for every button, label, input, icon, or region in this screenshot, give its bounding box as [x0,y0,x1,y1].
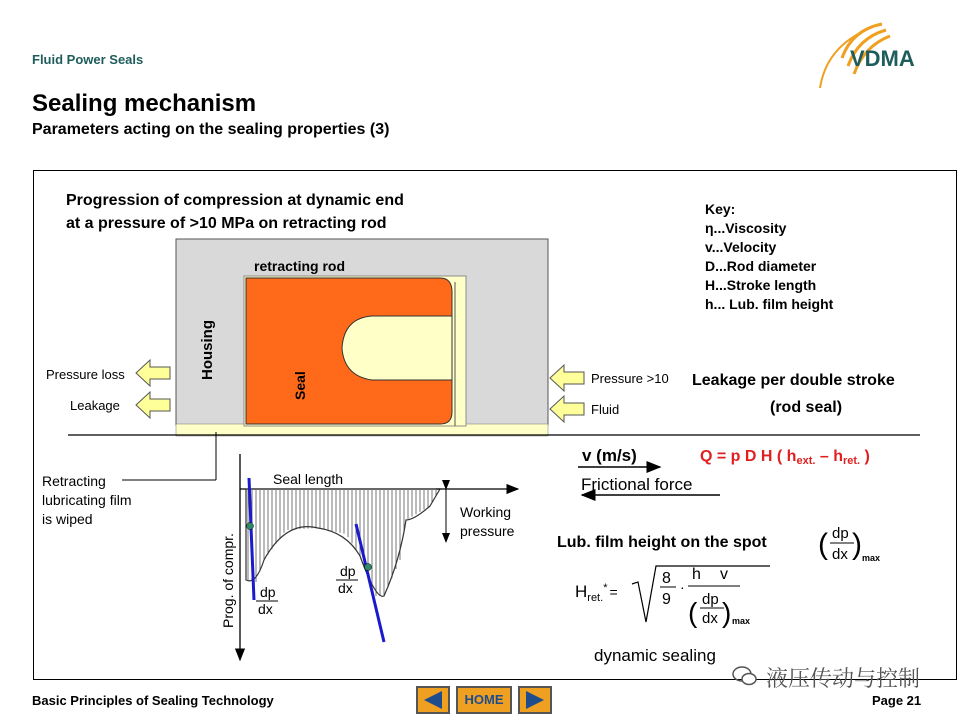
dpdx-left-den: dx [258,601,273,617]
frictional-force-label: Frictional force [581,475,693,494]
num-h: h [692,566,701,583]
lub-max: max [862,553,881,563]
fluid-label: Fluid [591,402,620,417]
key-item: H...Stroke length [705,277,817,293]
dynamic-sealing-label: dynamic sealing [594,646,716,665]
key-item: v...Velocity [705,239,777,255]
svg-text:(: ( [688,597,698,628]
dpdx-right-den: dx [338,580,353,596]
retracting-rod-label: retracting rod [254,258,346,274]
frac-8: 8 [662,570,671,587]
lub-film-label: Lub. film height on the spot [557,534,767,551]
leakage-label: Leakage [70,398,120,413]
retracting-film-2: lubricating film [42,492,132,508]
dpdx-left-num: dp [260,584,276,600]
arrow-right-icon [520,688,550,712]
next-page-button[interactable] [518,686,552,714]
home-button[interactable]: HOME [456,686,512,714]
lub-dx: dx [832,546,848,563]
housing-label: Housing [199,320,216,380]
svg-text:·: · [680,579,685,595]
leakage-title-1: Leakage per double stroke [692,372,895,389]
diagram-heading-2: at a pressure of >10 MPa on retracting rod [66,215,387,232]
retracting-film-3: is wiped [42,511,93,527]
arrow-left-icon [418,688,448,712]
key-title: Key: [705,201,736,217]
svg-text:): ) [722,597,732,628]
retracting-film-1: Retracting [42,473,106,489]
section-label: Fluid Power Seals [32,52,144,67]
h-ret-formula: $H_{ret.}^*$ $_=$ [575,582,618,604]
key-item: h... Lub. film height [705,296,834,312]
key-item: D...Rod diameter [705,258,817,274]
diagram-heading-1: Progression of compression at dynamic end [66,192,404,209]
fluid-arrow [550,396,584,422]
velocity-label: v (m/s) [582,446,637,465]
den-max: max [732,616,751,626]
pressure-loss-arrow [136,360,170,386]
sqrt-sign [632,566,770,622]
seal-label: Seal [292,371,308,400]
lub-dp: dp [832,525,849,542]
page-subtitle: Parameters acting on the sealing properties (3) [32,121,390,138]
wechat-icon [732,665,758,687]
num-v: v [720,566,728,583]
key-item: η...Viscosity [705,220,787,236]
footer-course-title: Basic Principles of Sealing Technology [32,693,274,708]
page-title: Sealing mechanism [32,90,257,117]
leakage-arrow [136,392,170,418]
prog-compr-label: Prog. of compr. [220,533,236,628]
pressure-in-label: Pressure >10 [591,371,669,386]
seal-length-label: Seal length [273,471,344,487]
page-number: Page 21 [872,693,922,708]
logo-text: VDMA [850,46,915,71]
gradient-line-left [249,478,254,600]
svg-text:(: ( [818,528,828,561]
svg-text:): ) [852,528,862,561]
den-dp: dp [702,591,719,608]
frac-9: 9 [662,591,671,608]
seal-cutout [342,316,452,380]
dpdx-right-num: dp [340,563,356,579]
pressure-in-arrow [550,365,584,391]
leakage-title-2: (rod seal) [770,399,843,416]
prev-page-button[interactable] [416,686,450,714]
den-dx: dx [702,610,718,627]
pressure-loss-label: Pressure loss [46,367,125,382]
watermark-text: 液压传动与控制 [766,666,921,691]
leakage-formula: Q = p D H ( hext. – hret. ) [700,448,870,467]
working-pressure-2: pressure [460,523,515,539]
working-pressure-1: Working [460,504,512,520]
